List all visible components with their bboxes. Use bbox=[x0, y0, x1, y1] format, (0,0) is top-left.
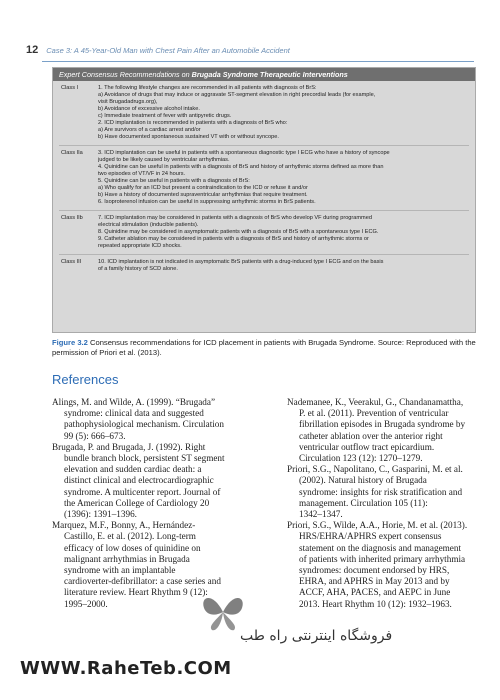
recommendation-line: a) Who qualify for an ICD but present a contraindication to the ICD or refuse it and/or bbox=[98, 185, 308, 191]
references-right-column bbox=[287, 397, 487, 610]
recommendation-line: b) Avoidance of excessive alcohol intake. bbox=[98, 106, 200, 112]
recommendation-line: repeated appropriate ICD shocks. bbox=[98, 243, 182, 249]
figure-body bbox=[53, 81, 475, 273]
figure-title-prefix: Expert Consensus Recommendations on bbox=[59, 70, 192, 79]
reference-line: syndrome: clinical data and suggested bbox=[64, 408, 204, 419]
recommendation-line: 9. Catheter ablation may be considered in patients with a diagnosis of BrS and history of arrhythmic storms or bbox=[98, 236, 369, 242]
recommendation-line: c) Immediate treatment of fever with antipyretic drugs. bbox=[98, 113, 232, 119]
class-separator bbox=[59, 210, 469, 211]
recommendation-line: of a family history of SCD alone. bbox=[98, 266, 178, 272]
page-number: 12 bbox=[26, 44, 39, 56]
recommendation-line: a) Are survivors of a cardiac arrest and/or bbox=[98, 127, 201, 133]
class-separator bbox=[59, 145, 469, 146]
reference-line: Alings, M. and Wilde, A. (1999). “Brugada” bbox=[52, 397, 216, 407]
recommendation-line: visit Brugadadrugs.org), bbox=[98, 99, 158, 105]
consensus-figure bbox=[52, 67, 476, 333]
class-label: Class IIa bbox=[61, 150, 83, 156]
recommendation-line: 5. Quinidine can be useful in patients with a diagnosis of BrS: bbox=[98, 178, 250, 184]
recommendation-line: 8. Quinidine may be considered in asymptomatic patients with a diagnosis of BrS with a spontaneous type I ECG. bbox=[98, 229, 379, 235]
recommendation-list bbox=[98, 85, 469, 141]
reference-line: efficacy of low doses of quinidine on bbox=[64, 542, 201, 553]
reference-line: (1396): 1391–1396. bbox=[64, 509, 137, 520]
recommendation-line: 6. Isoproterenol infusion can be useful in suppressing arrhythmic storms in BrS patients. bbox=[98, 199, 316, 205]
references-heading: References bbox=[52, 372, 119, 387]
reference-line: Marquez, M.F., Bonny, A., Hernández- bbox=[52, 520, 196, 531]
reference-line: 1342–1347. bbox=[299, 509, 343, 520]
caption-text: Consensus recommendations for ICD placement in patients with Brugada Syndrome. Source: Reproduced with the permission of Priori et al. (2013). bbox=[52, 338, 476, 357]
recommendation-list bbox=[98, 215, 469, 250]
recommendation-list bbox=[98, 259, 469, 273]
recommendation-line: b) Have documented spontaneous sustained VT with or without syncope. bbox=[98, 134, 279, 140]
recommendation-list bbox=[98, 150, 469, 206]
watermark-persian: فروشگاه اینترنتی راه طب bbox=[240, 628, 393, 644]
reference-line: pathophysiological mechanism. Circulation bbox=[64, 419, 224, 430]
references-left-column bbox=[52, 397, 252, 610]
reference-line: literature review. Heart Rhythm 9 (12): bbox=[64, 587, 208, 598]
reference-line: Castillo, E. et al. (2012). Long-term bbox=[64, 531, 196, 542]
reference-line: syndromes: document endorsed by HRS, bbox=[299, 565, 450, 576]
reference-line: ACCF, AHA, PACES, and AEPC in June bbox=[299, 587, 451, 598]
recommendation-line: 2. ICD implantation is recommended in patients with a diagnosis of BrS who: bbox=[98, 120, 288, 126]
reference-line: statement on the diagnosis and management bbox=[299, 542, 462, 553]
recommendation-line: 7. ICD implantation may be considered in patients with a diagnosis of BrS who develop VF during programmed bbox=[98, 215, 372, 221]
figure-caption bbox=[52, 338, 476, 358]
reference-line: Priori, S.G., Wilde, A.A., Horie, M. et al. (2013). bbox=[287, 520, 468, 531]
reference-line: the American College of Cardiology 20 bbox=[64, 497, 210, 508]
reference-line: EHRA, and APHRS in May 2013 and by bbox=[299, 576, 450, 587]
recommendation-line: 3. ICD implantation can be useful in patients with a spontaneous diagnostic type I ECG who have a history of syncope bbox=[98, 150, 390, 156]
class-label: Class I bbox=[61, 85, 79, 91]
reference-line: (2002). Natural history of Brugada bbox=[299, 475, 427, 486]
reference-line: syndrome with an implantable bbox=[64, 565, 176, 576]
recommendation-line: b) Have a history of documented supraventricular arrhythmias that require treatment. bbox=[98, 192, 308, 198]
reference-line: of patients with inherited primary arrhythmia bbox=[299, 553, 466, 564]
class-separator bbox=[59, 254, 469, 255]
recommendation-line: 1. The following lifestyle changes are recommended in all patients with diagnosis of BrS: bbox=[98, 85, 317, 91]
reference-line: malignant arrhythmias in Brugada bbox=[64, 553, 190, 564]
reference-line: elevation and sudden cardiac death: a bbox=[64, 464, 202, 475]
reference-line: 1995–2000. bbox=[64, 598, 108, 609]
figure-title-bold: Brugada Syndrome Therapeutic Interventions bbox=[191, 70, 348, 79]
reference-line: bundle branch block, persistent ST segment bbox=[64, 453, 225, 464]
recommendation-line: 10. ICD implantation is not indicated in asymptomatic BrS patients with a drug-induced type I ECG and on the basis bbox=[98, 259, 384, 265]
page-header bbox=[26, 43, 290, 57]
recommendation-class-block bbox=[59, 85, 469, 141]
class-label: Class IIb bbox=[61, 215, 83, 221]
recommendation-class-block bbox=[59, 150, 469, 206]
reference-line: cardioverter-defibrillator: a case series and bbox=[64, 576, 221, 587]
recommendation-line: a) Avoidance of drugs that may induce or aggravate ST-segment elevation in right precordial leads (for example, bbox=[98, 92, 376, 98]
running-head: Case 3: A 45-Year-Old Man with Chest Pain After an Automobile Accident bbox=[46, 45, 290, 55]
recommendation-line: judged to be likely caused by ventricular arrhythmias. bbox=[98, 157, 230, 163]
reference-line: Priori, S.G., Napolitano, C., Gasparini, M. et al. bbox=[287, 464, 463, 475]
reference-line: management. Circulation 105 (11): bbox=[299, 497, 428, 508]
reference-line: ventricular outflow tract epicardium. bbox=[299, 441, 435, 452]
reference-line: Nademanee, K., Veerakul, G., Chandanamattha, bbox=[287, 397, 464, 407]
figure-title bbox=[53, 68, 475, 81]
recommendation-class-block bbox=[59, 215, 469, 250]
butterfly-logo-icon bbox=[198, 590, 248, 632]
watermark-url[interactable]: WWW.RaheTeb.COM bbox=[20, 658, 232, 679]
reference-line: Circulation 123 (12): 1270–1279. bbox=[299, 453, 423, 464]
recommendation-class-block bbox=[59, 259, 469, 273]
recommendation-line: two episodes of VT/VF in 24 hours. bbox=[98, 171, 186, 177]
reference-line: P. et al. (2011). Prevention of ventricular bbox=[299, 408, 449, 419]
reference-line: distinct clinical and electrocardiographic bbox=[64, 475, 214, 486]
reference-line: syndrome. A multicenter report. Journal of bbox=[64, 486, 221, 497]
reference-line: syndrome: insights for risk stratification and bbox=[299, 486, 463, 497]
recommendation-line: 4. Quinidine can be useful in patients with a diagnosis of BrS and history of arrhythmic storms defined as more than bbox=[98, 164, 384, 170]
recommendation-line: electrical stimulation (inducible patients). bbox=[98, 222, 199, 228]
header-rule bbox=[42, 61, 474, 62]
caption-label: Figure 3.2 bbox=[52, 338, 88, 347]
reference-line: fibrillation episodes in Brugada syndrome by bbox=[299, 419, 466, 430]
reference-line: catheter ablation over the anterior right bbox=[299, 430, 443, 441]
class-label: Class III bbox=[61, 259, 82, 265]
reference-line: 99 (5): 666–673. bbox=[64, 430, 126, 441]
reference-line: Brugada, P. and Brugada, J. (1992). Right bbox=[52, 441, 206, 452]
reference-line: 2013. Heart Rhythm 10 (12): 1932–1963. bbox=[299, 598, 452, 609]
reference-line: HRS/EHRA/APHRS expert consensus bbox=[299, 531, 442, 542]
